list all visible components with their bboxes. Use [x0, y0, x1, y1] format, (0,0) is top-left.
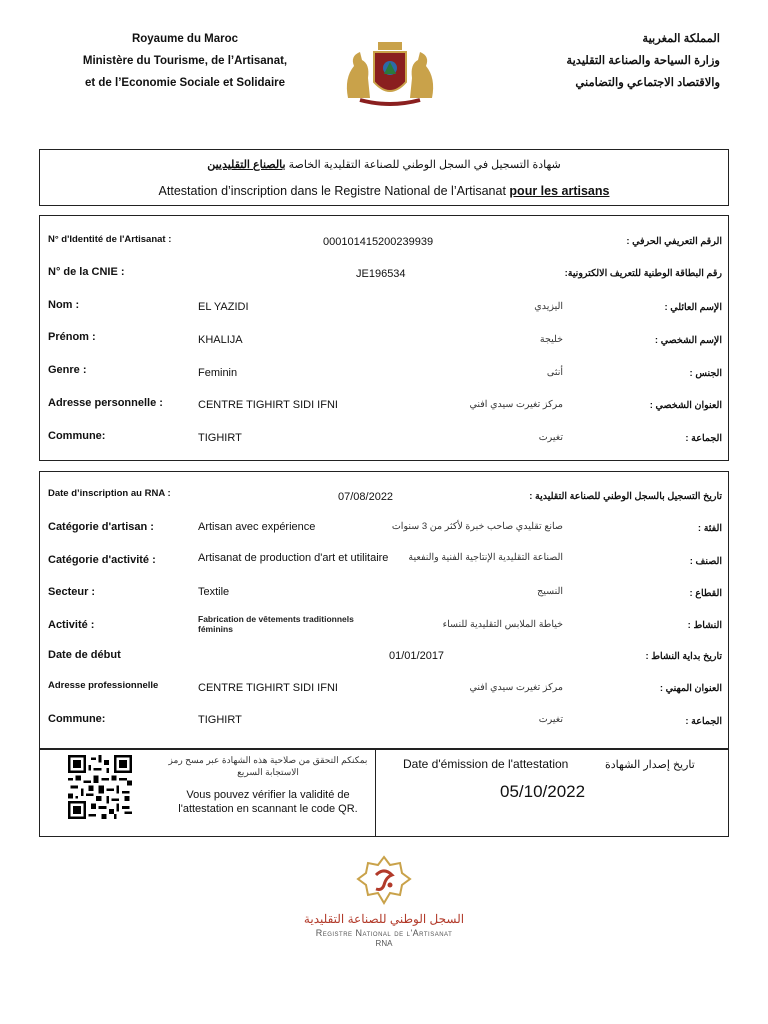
professional-address-label-ar: العنوان المهني :: [659, 683, 722, 694]
adresse-label-ar: العنوان الشخصي :: [649, 400, 722, 411]
title-arabic: شهادة التسجيل في السجل الوطني للصناعة التقليدية الخاصة بالصناع التقليديين: [207, 159, 561, 171]
adresse-value-ar: مركز تغيرت سيدي افني: [469, 399, 563, 410]
genre-label-ar: الجنس :: [689, 368, 722, 379]
professional-address-label: Adresse professionnelle: [48, 680, 159, 691]
royal-emblem-icon: [340, 38, 440, 108]
row-artisan-category: [40, 521, 728, 539]
professional-address-value: CENTRE TIGHIRT SIDI IFNI: [198, 682, 338, 694]
prenom-value: KHALIJA: [198, 334, 243, 346]
registration-date-label: Date d’inscription au RNA :: [48, 488, 171, 499]
activity-commune-label: Commune:: [48, 713, 106, 725]
ministry-ar-line2: والاقتصاد الاجتماعي والتضامني: [575, 77, 720, 89]
row-activity-commune: [40, 713, 728, 731]
prenom-value-ar: خليجة: [539, 334, 563, 345]
professional-address-value-ar: مركز تغيرت سيدي افني: [469, 682, 563, 693]
title-box: [39, 149, 729, 206]
commune-label: Commune:: [48, 430, 106, 442]
genre-label: Genre :: [48, 364, 87, 376]
start-date-value: 01/01/2017: [389, 650, 445, 662]
kingdom-fr: Royaume du Maroc: [131, 33, 239, 45]
row-cnie: [40, 266, 728, 284]
qr-code-icon[interactable]: [68, 755, 132, 819]
activity-category-label-ar: الصنف :: [689, 556, 722, 567]
artisan-category-label-ar: الفئة :: [697, 523, 722, 534]
rna-name-fr: Registre National de l'Artisanat: [315, 928, 453, 938]
ministry-fr-line1: Ministère du Tourisme, de l’Artisanat,: [82, 55, 288, 67]
artisan-id-label: N° d'Identité de l'Artisanat :: [48, 234, 172, 245]
cnie-value: JE196534: [356, 268, 406, 280]
emission-date: 05/10/2022: [500, 782, 586, 801]
activity-value: Fabrication de vêtements traditionnels féminins: [198, 614, 354, 634]
qr-instruction-fr: Vous pouvez vérifier la validité de l'attestation en scannant le code QR.: [178, 789, 358, 815]
row-registration-date: [40, 488, 728, 506]
activity-label: Activité :: [48, 619, 95, 631]
registration-date-value: 07/08/2022: [338, 491, 394, 503]
sector-value-ar: النسيج: [537, 586, 563, 597]
header-arabic: [450, 28, 750, 94]
start-date-label: Date de début: [48, 649, 121, 661]
activity-commune-label-ar: الجماعة :: [685, 716, 722, 727]
activity-value-ar: خياطة الملابس التقليدية للنساء: [442, 619, 563, 630]
ministry-fr-line2: et de l’Economie Sociale et Solidaire: [84, 77, 286, 89]
identity-section: [39, 215, 729, 461]
emission-label-ar: تاريخ إصدار الشهادة: [605, 759, 695, 771]
artisan-category-label: Catégorie d'artisan :: [48, 521, 154, 533]
nom-value: EL YAZIDI: [198, 301, 249, 313]
commune-value: TIGHIRT: [198, 432, 242, 444]
ministry-ar-line1: وزارة السياحة والصناعة التقليدية: [566, 55, 720, 67]
registration-date-label-ar: تاريخ التسجيل بالسجل الوطني للصناعة التقليدية :: [529, 491, 722, 502]
row-artisan-id: [40, 234, 728, 252]
nom-label: Nom :: [48, 299, 80, 311]
qr-instruction-ar: بمكنكم التحقق من صلاحية هذه الشهادة عبر مسح رمز الاستجابة السريع: [168, 755, 368, 777]
rna-abbreviation: RNA: [375, 939, 393, 948]
activity-commune-value: TIGHIRT: [198, 714, 242, 726]
rna-logo-icon: [356, 855, 412, 907]
rna-name-ar: السجل الوطني للصناعة التقليدية: [303, 912, 465, 926]
prenom-label: Prénom :: [48, 331, 96, 343]
row-start-date: [40, 649, 728, 667]
prenom-label-ar: الإسم الشخصي :: [654, 335, 722, 346]
artisan-id-label-ar: الرقم التعريفي الحرفي :: [626, 236, 722, 247]
commune-label-ar: الجماعة :: [685, 433, 722, 444]
row-activity-category: [40, 554, 728, 572]
adresse-label: Adresse personnelle :: [48, 397, 163, 409]
row-professional-address: [40, 680, 728, 698]
activity-commune-value-ar: تغيرت: [538, 714, 563, 725]
artisan-category-value-ar: صانع تقليدي صاحب خبرة لأكثر من 3 سنوات: [391, 521, 563, 532]
row-prenom: [40, 331, 728, 349]
row-adresse: [40, 397, 728, 415]
title-french: Attestation d’inscription dans le Registre National de l’Artisanat pour les artisans: [158, 184, 610, 198]
start-date-label-ar: تاريخ بداية النشاط :: [645, 651, 722, 662]
row-genre: [40, 364, 728, 382]
nom-value-ar: اليزيدي: [534, 301, 563, 312]
header-french: [40, 28, 330, 94]
genre-value-ar: أنثى: [546, 367, 563, 378]
activity-label-ar: النشاط :: [687, 620, 722, 631]
nom-label-ar: الإسم العائلي :: [664, 302, 722, 313]
activity-category-label: Catégorie d'activité :: [48, 554, 156, 566]
genre-value: Feminin: [198, 367, 238, 379]
sector-value: Textile: [198, 586, 230, 598]
sector-label-ar: القطاع :: [689, 588, 722, 599]
commune-value-ar: تغيرت: [538, 432, 563, 443]
row-activity: [40, 614, 728, 643]
activity-section: [39, 471, 729, 749]
activity-category-value: Artisanat de production d'art et utilitaire: [198, 552, 389, 564]
artisan-id-value: 000101415200239939: [323, 236, 434, 248]
adresse-value: CENTRE TIGHIRT SIDI IFNI: [198, 399, 338, 411]
cnie-label: N° de la CNIE :: [48, 266, 125, 278]
kingdom-ar: المملكة المغربية: [642, 33, 720, 45]
emission-label-fr: Date d'émission de l'attestation: [403, 757, 569, 771]
activity-category-value-ar: الصناعة التقليدية الإنتاجية الفنية والنفعية: [408, 552, 563, 563]
row-sector: [40, 586, 728, 604]
row-nom: [40, 299, 728, 317]
cnie-label-ar: رقم البطاقة الوطنية للتعريف الالكترونية:: [564, 268, 722, 279]
verification-section: [39, 749, 729, 837]
footer-divider: [375, 750, 376, 836]
row-commune: [40, 430, 728, 448]
sector-label: Secteur :: [48, 586, 96, 598]
artisan-category-value: Artisan avec expérience: [198, 521, 316, 533]
